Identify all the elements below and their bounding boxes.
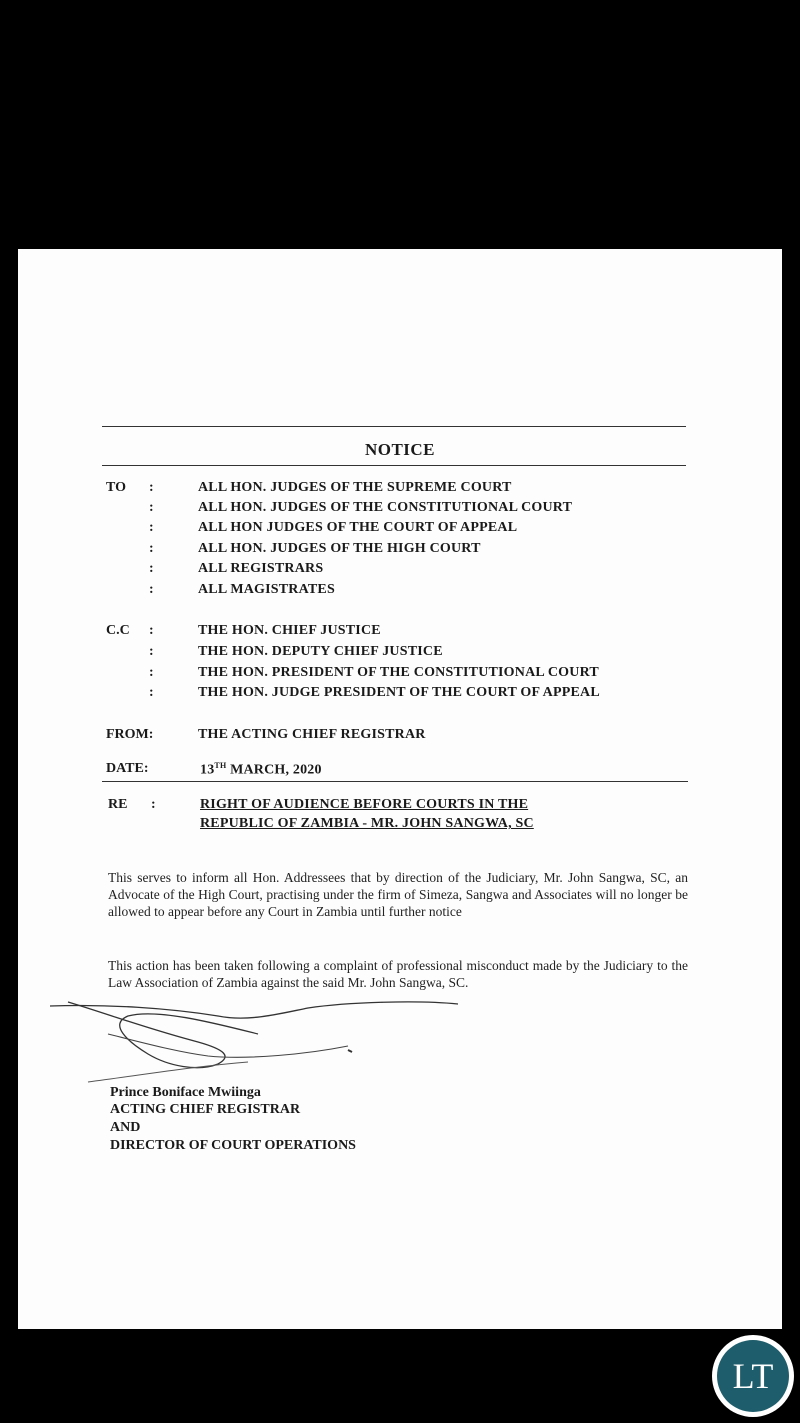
to-recipient: ALL HON. JUDGES OF THE HIGH COURT — [198, 541, 481, 556]
to-colon: : — [149, 582, 154, 597]
from-value: THE ACTING CHIEF REGISTRAR — [198, 727, 426, 742]
to-recipient: ALL HON JUDGES OF THE COURT OF APPEAL — [198, 520, 518, 535]
to-recipient: ALL REGISTRARS — [198, 561, 324, 576]
cc-recipient: THE HON. PRESIDENT OF THE CONSTITUTIONAL COURT — [198, 665, 599, 680]
lt-logo — [712, 1335, 794, 1417]
date-rest: MARCH, 2020 — [226, 762, 322, 778]
to-colon: : — [149, 520, 154, 535]
cc-colon: : — [149, 644, 154, 659]
to-colon: : — [149, 561, 154, 576]
top-rule — [102, 426, 686, 427]
signatory-name: Prince Boniface Mwiinga — [110, 1085, 261, 1100]
re-colon: : — [151, 797, 156, 812]
signatory-title-2: DIRECTOR OF COURT OPERATIONS — [110, 1138, 356, 1153]
re-subject-line: REPUBLIC OF ZAMBIA - MR. JOHN SANGWA, SC — [200, 816, 534, 831]
from-label: FROM: — [106, 727, 154, 742]
body-paragraph: This serves to inform all Hon. Addressees that by direction of the Judiciary, Mr. John Sangwa, SC, an Advocate of the High Court, practising under the firm of Simeza, Sangwa and Associates will no longer be allowed to appear before any Court in Zambia until further notice — [108, 870, 688, 919]
cc-recipient: THE HON. DEPUTY CHIEF JUSTICE — [198, 644, 443, 659]
cc-label: C.C — [106, 623, 130, 638]
signatory-and: AND — [110, 1120, 141, 1135]
re-label: RE — [108, 797, 128, 812]
notice-page — [18, 249, 782, 1329]
date-suffix: TH — [214, 761, 227, 770]
handwritten-signature — [48, 994, 468, 1084]
date-rule — [102, 781, 688, 782]
notice-title: NOTICE — [364, 440, 436, 459]
date-day: 13 — [200, 762, 215, 778]
date-label: DATE: — [106, 761, 149, 776]
notice-document — [18, 249, 782, 1329]
cc-recipient: THE HON. JUDGE PRESIDENT OF THE COURT OF APPEAL — [198, 685, 600, 700]
cc-colon: : — [149, 685, 154, 700]
title-rule — [102, 465, 686, 466]
cc-colon: : — [149, 665, 154, 680]
cc-recipient: THE HON. CHIEF JUSTICE — [198, 623, 381, 638]
signatory-title: ACTING CHIEF REGISTRAR — [110, 1102, 301, 1117]
to-label: TO — [106, 480, 126, 495]
to-recipient: ALL HON. JUDGES OF THE SUPREME COURT — [198, 480, 512, 495]
body-paragraph: This action has been taken following a complaint of professional misconduct made by the Judiciary to the Law Association of Zambia against the said Mr. John Sangwa, SC. — [108, 958, 688, 990]
re-subject-line: RIGHT OF AUDIENCE BEFORE COURTS IN THE — [200, 797, 529, 812]
date-value — [200, 761, 322, 779]
to-colon: : — [149, 500, 154, 515]
to-colon: : — [149, 541, 154, 556]
lt-logo-text: LT — [717, 1340, 789, 1412]
to-colon: : — [149, 480, 154, 495]
to-recipient: ALL HON. JUDGES OF THE CONSTITUTIONAL COURT — [198, 500, 573, 515]
cc-colon: : — [149, 623, 154, 638]
to-recipient: ALL MAGISTRATES — [198, 582, 335, 597]
